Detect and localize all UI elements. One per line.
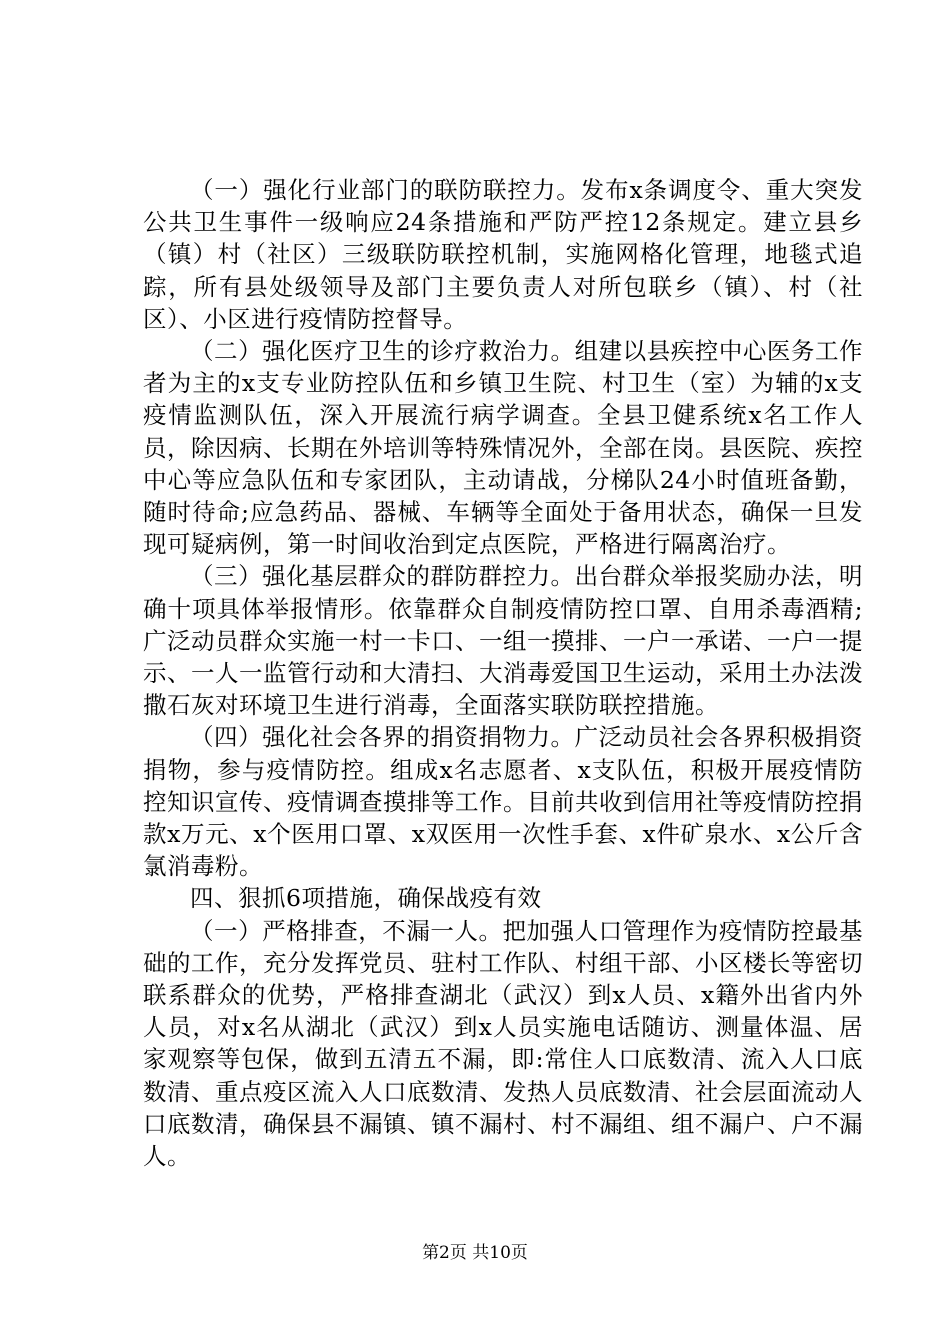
paragraph-1: （一）强化行业部门的联防联控力。发布x条调度令、重大突发公共卫生事件一级响应24条措施和严防严控12条规定。建立县乡（镇）村（社区）三级联防联控机制，实施网格化管理，地毯式追踪，所有县处级领导及部门主要负责人对所包联乡（镇）、村（社区）、小区进行疫情防控督导。	[143, 176, 863, 333]
page-number-footer: 第2页 共10页	[422, 1243, 528, 1263]
paragraph-3: （三）强化基层群众的群防群控力。出台群众举报奖励办法，明确十项具体举报情形。依靠群众自制疫情防控口罩、自用杀毒酒精;广泛动员群众实施一村一卡口、一组一摸排、一户一承诺、一户一提示、一人一监管行动和大清扫、大消毒爱国卫生运动，采用土办法泼撒石灰对环境卫生进行消毒，全面落实联防联控措施。	[143, 562, 863, 720]
paragraph-5: （一）严格排查，不漏一人。把加强人口管理作为疫情防控最基础的工作，充分发挥党员、驻村工作队、村组干部、小区楼长等密切联系群众的优势，严格排查湖北（武汉）到x人员、x籍外出省内外人员，对x名从湖北（武汉）到x人员实施电话随访、测量体温、居家观察等包保，做到五清五不漏，即:常住人口底数清、流入人口底数清、重点疫区流入人口底数清、发热人员底数清、社会层面流动人口底数清，确保县不漏镇、镇不漏村、村不漏组、组不漏户、户不漏人。	[143, 916, 863, 1171]
paragraph-4: （四）强化社会各界的捐资捐物力。广泛动员社会各界积极捐资捐物，参与疫情防控。组成x名志愿者、x支队伍，积极开展疫情防控知识宣传、疫情调查摸排等工作。目前共收到信用社等疫情防控捐款x万元、x个医用口罩、x双医用一次性手套、x件矿泉水、x公斤含氯消毒粉。	[143, 723, 863, 881]
paragraph-2: （二）强化医疗卫生的诊疗救治力。组建以县疾控中心医务工作者为主的x支专业防控队伍和乡镇卫生院、村卫生（室）为辅的x支疫情监测队伍，深入开展流行病学调查。全县卫健系统x名工作人员，除因病、长期在外培训等特殊情况外，全部在岗。县医院、疾控中心等应急队伍和专家团队，主动请战，分梯队24小时值班备勤，随时待命;应急药品、器械、车辆等全面处于备用状态，确保一旦发现可疑病例，第一时间收治到定点医院，严格进行隔离治疗。	[143, 337, 863, 559]
document-body	[143, 174, 863, 1172]
section-heading: 四、狠抓6项措施，确保战疫有效	[190, 884, 542, 913]
